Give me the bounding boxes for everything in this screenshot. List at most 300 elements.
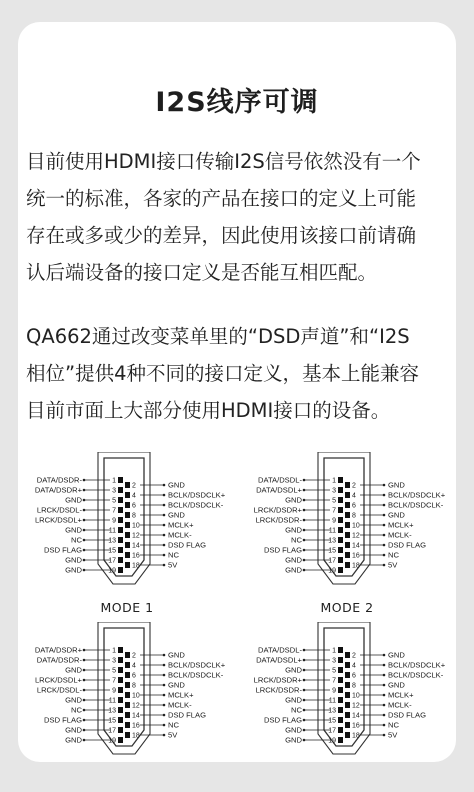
mode-3-diagram <box>12 622 242 792</box>
pin-dot <box>303 479 306 482</box>
pin-signal-label: GND <box>388 480 405 490</box>
pin-contact <box>118 557 123 563</box>
pin-number: 19 <box>108 567 116 575</box>
pin-contact <box>338 537 343 543</box>
pin-number: 1 <box>332 647 336 655</box>
pin-dot <box>383 534 386 537</box>
pin-dot <box>303 669 306 672</box>
pin-signal-label: BCLK/DSDCLK+ <box>388 490 446 500</box>
pin-dot <box>83 679 86 682</box>
feature-paragraph <box>26 318 454 429</box>
pin-dot <box>383 484 386 487</box>
pin-contact <box>345 672 350 678</box>
pin-dot <box>163 684 166 687</box>
pin-dot <box>83 739 86 742</box>
pin-contact <box>118 657 123 663</box>
pin-number: 12 <box>132 702 140 710</box>
pin-dot <box>383 714 386 717</box>
pin-number: 14 <box>352 712 360 720</box>
pin-dot <box>83 699 86 702</box>
pin-signal-label: DATA/DSDR+ <box>34 645 82 655</box>
pin-signal-label: MCLK+ <box>168 520 194 530</box>
paragraph-line: 统一的标准，各家的产品在接口的定义上可能 <box>26 187 417 210</box>
pin-signal-label: LRCK/DSDL- <box>36 685 82 695</box>
pin-dot <box>83 509 86 512</box>
pin-signal-label: GND <box>285 525 302 535</box>
pin-contact <box>345 712 350 718</box>
pin-signal-label: DATA/DSDR- <box>36 655 82 665</box>
pin-contact <box>118 677 123 683</box>
pin-number: 19 <box>328 737 336 745</box>
pin-number: 8 <box>352 512 356 520</box>
pin-signal-label: NC <box>388 550 399 560</box>
pin-dot <box>383 564 386 567</box>
pin-signal-label: GND <box>65 525 82 535</box>
pin-contact <box>118 487 123 493</box>
pin-contact <box>118 727 123 733</box>
pin-contact <box>345 692 350 698</box>
pin-dot <box>383 724 386 727</box>
pin-number: 4 <box>352 662 356 670</box>
pin-signal-label: DATA/DSDR- <box>36 475 82 485</box>
pin-signal-label: 5V <box>388 560 398 570</box>
pin-number: 10 <box>352 692 360 700</box>
pin-contact <box>345 652 350 658</box>
pin-contact <box>345 512 350 518</box>
pin-number: 13 <box>328 537 336 545</box>
pin-number: 16 <box>352 552 360 560</box>
pin-dot <box>383 504 386 507</box>
pin-signal-label: GND <box>168 510 185 520</box>
pin-number: 3 <box>332 657 336 665</box>
paragraph-line: 目前市面上大部分使用HDMI接口的设备。 <box>26 399 391 422</box>
pin-contact <box>338 517 343 523</box>
pin-dot <box>383 734 386 737</box>
pin-dot <box>163 734 166 737</box>
pin-number: 2 <box>352 652 356 660</box>
pin-signal-label: GND <box>388 650 405 660</box>
pin-number: 17 <box>328 727 336 735</box>
pin-number: 5 <box>332 497 336 505</box>
pin-signal-label: DSD FLAG <box>264 715 302 725</box>
pin-number: 8 <box>352 682 356 690</box>
pin-signal-label: GND <box>285 725 302 735</box>
pin-number: 18 <box>132 562 140 570</box>
pin-number: 4 <box>132 492 136 500</box>
pin-number: 10 <box>132 692 140 700</box>
pin-dot <box>383 694 386 697</box>
pin-dot <box>303 549 306 552</box>
pin-dot <box>83 539 86 542</box>
pin-contact <box>118 687 123 693</box>
pin-dot <box>163 564 166 567</box>
pin-dot <box>383 524 386 527</box>
pin-contact <box>345 522 350 528</box>
pin-signal-label: NC <box>71 535 82 545</box>
pin-number: 14 <box>352 542 360 550</box>
pin-number: 9 <box>332 687 336 695</box>
pin-contact <box>338 497 343 503</box>
pin-contact <box>338 477 343 483</box>
pin-contact <box>338 527 343 533</box>
pin-number: 7 <box>332 507 336 515</box>
pin-dot <box>163 504 166 507</box>
pin-signal-label: GND <box>65 695 82 705</box>
pin-contact <box>345 562 350 568</box>
pin-number: 14 <box>132 712 140 720</box>
pin-dot <box>163 654 166 657</box>
pin-dot <box>303 559 306 562</box>
hdmi-pinout-diagram <box>232 452 462 597</box>
pin-contact <box>125 682 130 688</box>
pin-contact <box>118 647 123 653</box>
pin-dot <box>83 549 86 552</box>
pin-dot <box>303 569 306 572</box>
pin-signal-label: 5V <box>168 560 178 570</box>
mode-1-diagram <box>12 452 242 622</box>
pin-number: 18 <box>352 732 360 740</box>
mode-label: MODE 1 <box>100 600 154 615</box>
pin-dot <box>303 649 306 652</box>
pin-contact <box>125 522 130 528</box>
pin-number: 4 <box>132 662 136 670</box>
pin-signal-label: GND <box>168 480 185 490</box>
pin-signal-label: LRCK/DSDR- <box>255 515 302 525</box>
pin-signal-label: MCLK+ <box>388 690 414 700</box>
pin-number: 1 <box>112 647 116 655</box>
pin-contact <box>338 717 343 723</box>
pin-contact <box>338 547 343 553</box>
pin-number: 13 <box>108 537 116 545</box>
pin-contact <box>125 542 130 548</box>
pin-number: 12 <box>352 702 360 710</box>
pin-number: 7 <box>332 677 336 685</box>
pin-contact <box>345 722 350 728</box>
pin-number: 9 <box>332 517 336 525</box>
pin-dot <box>303 689 306 692</box>
pin-dot <box>163 484 166 487</box>
pin-number: 3 <box>112 657 116 665</box>
pin-signal-label: DSD FLAG <box>44 545 82 555</box>
pin-contact <box>345 532 350 538</box>
pin-signal-label: GND <box>285 695 302 705</box>
pin-signal-label: LRCK/DSDL+ <box>34 515 82 525</box>
pin-dot <box>163 514 166 517</box>
pin-contact <box>125 712 130 718</box>
pin-signal-label: GND <box>65 555 82 565</box>
pin-signal-label: DATA/DSDL+ <box>256 655 302 665</box>
pin-dot <box>163 664 166 667</box>
pin-dot <box>303 699 306 702</box>
pin-signal-label: DATA/DSDL+ <box>256 485 302 495</box>
pin-signal-label: GND <box>285 555 302 565</box>
pin-contact <box>125 702 130 708</box>
pin-signal-label: MCLK- <box>388 700 412 710</box>
pin-dot <box>83 519 86 522</box>
pin-dot <box>163 524 166 527</box>
pin-contact <box>345 502 350 508</box>
pin-contact <box>125 492 130 498</box>
pin-contact <box>345 662 350 668</box>
pin-contact <box>118 707 123 713</box>
pin-signal-label: DSD FLAG <box>168 710 206 720</box>
pin-signal-label: BCLK/DSDCLK+ <box>388 660 446 670</box>
pin-signal-label: NC <box>168 550 179 560</box>
pin-dot <box>383 684 386 687</box>
pin-number: 11 <box>328 697 336 705</box>
pin-signal-label: DSD FLAG <box>388 540 426 550</box>
pin-contact <box>125 532 130 538</box>
pin-dot <box>83 569 86 572</box>
pin-signal-label: MCLK- <box>168 530 192 540</box>
pin-number: 3 <box>112 487 116 495</box>
pin-signal-label: MCLK- <box>168 700 192 710</box>
pin-dot <box>163 724 166 727</box>
pin-number: 17 <box>328 557 336 565</box>
pin-signal-label: MCLK- <box>388 530 412 540</box>
pin-dot <box>383 494 386 497</box>
pin-signal-label: GND <box>388 680 405 690</box>
pin-signal-label: GND <box>65 665 82 675</box>
pin-number: 18 <box>352 562 360 570</box>
pin-number: 9 <box>112 687 116 695</box>
pin-signal-label: BCLK/DSDCLK- <box>168 500 224 510</box>
pin-dot <box>303 659 306 662</box>
pin-signal-label: GND <box>65 495 82 505</box>
pin-dot <box>303 739 306 742</box>
pin-dot <box>383 514 386 517</box>
pin-contact <box>338 697 343 703</box>
pin-dot <box>83 719 86 722</box>
pin-signal-label: DATA/DSDL- <box>257 475 302 485</box>
pin-contact <box>118 497 123 503</box>
pin-number: 2 <box>132 652 136 660</box>
pin-number: 12 <box>352 532 360 540</box>
pin-contact <box>125 722 130 728</box>
pin-signal-label: DSD FLAG <box>264 545 302 555</box>
pin-contact <box>118 477 123 483</box>
pin-signal-label: DSD FLAG <box>168 540 206 550</box>
pin-contact <box>118 697 123 703</box>
pin-number: 15 <box>108 717 116 725</box>
pin-signal-label: NC <box>291 535 302 545</box>
pin-contact <box>118 537 123 543</box>
pin-signal-label: DSD FLAG <box>388 710 426 720</box>
pin-contact <box>345 542 350 548</box>
pin-number: 4 <box>352 492 356 500</box>
pin-dot <box>83 559 86 562</box>
pin-number: 18 <box>132 732 140 740</box>
pin-contact <box>125 672 130 678</box>
pin-dot <box>303 519 306 522</box>
pin-signal-label: LRCK/DSDL- <box>36 505 82 515</box>
pin-number: 11 <box>108 527 116 535</box>
pin-signal-label: NC <box>388 720 399 730</box>
pin-signal-label: GND <box>285 735 302 745</box>
pin-number: 2 <box>132 482 136 490</box>
pin-dot <box>163 534 166 537</box>
pin-contact <box>338 647 343 653</box>
pin-dot <box>83 479 86 482</box>
pin-dot <box>383 664 386 667</box>
pin-number: 15 <box>328 717 336 725</box>
connector-shell <box>318 452 370 584</box>
pin-dot <box>83 489 86 492</box>
pin-dot <box>83 689 86 692</box>
pin-number: 19 <box>108 737 116 745</box>
pin-number: 14 <box>132 542 140 550</box>
pin-number: 17 <box>108 557 116 565</box>
pin-signal-label: GND <box>285 565 302 575</box>
pin-dot <box>303 539 306 542</box>
pin-number: 6 <box>352 672 356 680</box>
pin-signal-label: BCLK/DSDCLK- <box>388 670 444 680</box>
pin-contact <box>118 737 123 743</box>
pin-signal-label: GND <box>168 680 185 690</box>
pin-number: 8 <box>132 682 136 690</box>
mode-4-diagram <box>232 622 462 792</box>
pin-contact <box>125 482 130 488</box>
pin-signal-label: NC <box>168 720 179 730</box>
pin-contact <box>125 692 130 698</box>
pin-signal-label: GND <box>168 650 185 660</box>
pin-dot <box>383 704 386 707</box>
pin-number: 8 <box>132 512 136 520</box>
pin-contact <box>125 552 130 558</box>
pin-signal-label: LRCK/DSDL+ <box>34 675 82 685</box>
mode-2-diagram <box>232 452 462 622</box>
pin-contact <box>118 507 123 513</box>
pin-number: 16 <box>132 722 140 730</box>
pin-dot <box>163 704 166 707</box>
pin-dot <box>163 544 166 547</box>
pin-number: 6 <box>132 502 136 510</box>
pin-contact <box>125 502 130 508</box>
pin-signal-label: GND <box>388 510 405 520</box>
pin-contact <box>125 562 130 568</box>
pin-dot <box>303 679 306 682</box>
pin-signal-label: 5V <box>168 730 178 740</box>
pin-dot <box>163 694 166 697</box>
pin-signal-label: BCLK/DSDCLK- <box>168 670 224 680</box>
mode-label: MODE 2 <box>320 600 374 615</box>
pin-dot <box>383 554 386 557</box>
pin-dot <box>303 709 306 712</box>
pin-number: 3 <box>332 487 336 495</box>
pin-signal-label: NC <box>71 705 82 715</box>
pin-contact <box>118 527 123 533</box>
connector-shell <box>98 622 150 754</box>
pin-number: 13 <box>328 707 336 715</box>
pin-signal-label: NC <box>291 705 302 715</box>
pin-signal-label: GND <box>65 735 82 745</box>
pin-number: 7 <box>112 507 116 515</box>
pin-number: 12 <box>132 532 140 540</box>
paragraph-line: 存在或多或少的差异，因此使用该接口前请确 <box>26 224 417 247</box>
pin-contact <box>345 682 350 688</box>
pin-contact <box>125 512 130 518</box>
pin-number: 15 <box>328 547 336 555</box>
pin-signal-label: 5V <box>388 730 398 740</box>
connector-shell <box>98 452 150 584</box>
pin-contact <box>118 547 123 553</box>
pin-number: 5 <box>332 667 336 675</box>
pin-signal-label: LRCK/DSDR- <box>255 685 302 695</box>
pin-dot <box>383 674 386 677</box>
pin-number: 7 <box>112 677 116 685</box>
paragraph-line: 相位”提供4种不同的接口定义，基本上能兼容 <box>26 362 420 385</box>
pin-dot <box>303 489 306 492</box>
pin-dot <box>83 669 86 672</box>
pin-contact <box>338 667 343 673</box>
pin-dot <box>163 554 166 557</box>
paragraph-line: 目前使用HDMI接口传输I2S信号依然没有一个 <box>26 150 421 173</box>
pin-number: 11 <box>328 527 336 535</box>
pin-number: 1 <box>332 477 336 485</box>
pin-contact <box>338 687 343 693</box>
pin-signal-label: GND <box>65 725 82 735</box>
pin-dot <box>163 494 166 497</box>
pin-dot <box>83 709 86 712</box>
paragraph-line: QA662通过改变菜单里的“DSD声道”和“I2S <box>26 325 410 348</box>
pin-contact <box>125 652 130 658</box>
pin-number: 16 <box>132 552 140 560</box>
pin-number: 9 <box>112 517 116 525</box>
connector-shell <box>318 622 370 754</box>
hdmi-pinout-diagram <box>12 452 242 597</box>
pin-signal-label: MCLK+ <box>388 520 414 530</box>
pin-contact <box>338 707 343 713</box>
pin-dot <box>303 719 306 722</box>
page-title: I2S线序可调 <box>155 87 319 118</box>
intro-paragraph <box>26 143 454 291</box>
pin-number: 5 <box>112 667 116 675</box>
pin-dot <box>303 509 306 512</box>
pin-dot <box>83 659 86 662</box>
pin-signal-label: GND <box>285 495 302 505</box>
pin-dot <box>83 499 86 502</box>
pin-dot <box>303 529 306 532</box>
pin-contact <box>338 567 343 573</box>
pin-number: 17 <box>108 727 116 735</box>
pin-signal-label: DATA/DSDR+ <box>34 485 82 495</box>
pin-dot <box>83 649 86 652</box>
pin-contact <box>345 552 350 558</box>
pin-dot <box>383 654 386 657</box>
pin-contact <box>338 737 343 743</box>
pin-signal-label: GND <box>285 665 302 675</box>
pin-number: 11 <box>108 697 116 705</box>
pin-dot <box>163 674 166 677</box>
pin-dot <box>163 714 166 717</box>
pin-number: 15 <box>108 547 116 555</box>
pin-contact <box>338 657 343 663</box>
pin-contact <box>345 482 350 488</box>
pin-contact <box>118 567 123 573</box>
pin-contact <box>338 727 343 733</box>
pin-signal-label: DSD FLAG <box>44 715 82 725</box>
pin-dot <box>83 529 86 532</box>
paragraph-line: 认后端设备的接口定义是否能互相匹配。 <box>26 261 378 284</box>
pin-signal-label: LRCK/DSDR+ <box>253 675 302 685</box>
pin-signal-label: BCLK/DSDCLK- <box>388 500 444 510</box>
pin-dot <box>383 544 386 547</box>
pin-number: 16 <box>352 722 360 730</box>
pin-number: 10 <box>352 522 360 530</box>
pin-number: 13 <box>108 707 116 715</box>
pin-number: 2 <box>352 482 356 490</box>
pin-number: 6 <box>132 672 136 680</box>
